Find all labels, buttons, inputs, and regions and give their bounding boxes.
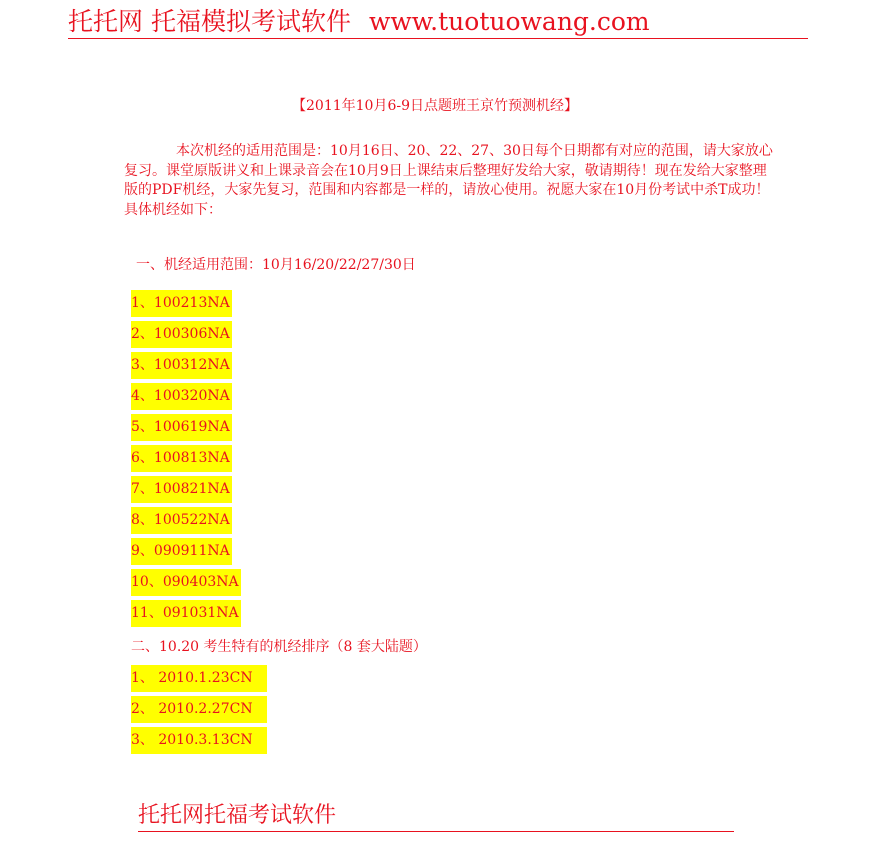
list-item: 6、100813NA: [131, 445, 232, 472]
list-item: 4、100320NA: [131, 383, 232, 410]
list-item: 11、091031NA: [131, 600, 241, 627]
list-item: 3、100312NA: [131, 352, 232, 379]
list-item: 10、090403NA: [131, 569, 241, 596]
header-title: 托托网 托福模拟考试软件: [68, 7, 351, 36]
list-item: 5、100619NA: [131, 414, 232, 441]
section-1-heading: 一、机经适用范围：10月16/20/22/27/30日: [136, 257, 416, 273]
list-item: 2、 2010.2.27CN: [131, 696, 267, 723]
list-item: 3、 2010.3.13CN: [131, 727, 267, 754]
page-footer: [138, 801, 734, 832]
page-header: [68, 6, 808, 39]
list-item: 8、100522NA: [131, 507, 232, 534]
document-title: 【2011年10月6-9日点题班王京竹预测机经】: [292, 98, 578, 114]
list-item: 9、090911NA: [131, 538, 232, 565]
section-2-heading: 二、10.20 考生特有的机经排序（8 套大陆题）: [131, 639, 427, 655]
intro-paragraph: 本次机经的适用范围是：10月16日、20、22、27、30日每个日期都有对应的范围，请大家放心复习。课堂原版讲义和上课录音会在10月9日上课结束后整理好发给大家，敬请期待！现在发给大家整理版的PDF机经，大家先复习，范围和内容都是一样的，请放心使用。祝愿大家在10月份考试中杀T成功！具体机经如下：: [124, 143, 773, 218]
footer-text: 托托网托福考试软件: [138, 803, 337, 828]
header-url[interactable]: www.tuotuowang.com: [368, 7, 650, 36]
list-item: 1、 2010.1.23CN: [131, 665, 267, 692]
list-item: 2、100306NA: [131, 321, 232, 348]
list-item: 7、100821NA: [131, 476, 232, 503]
list-item: 1、100213NA: [131, 290, 232, 317]
